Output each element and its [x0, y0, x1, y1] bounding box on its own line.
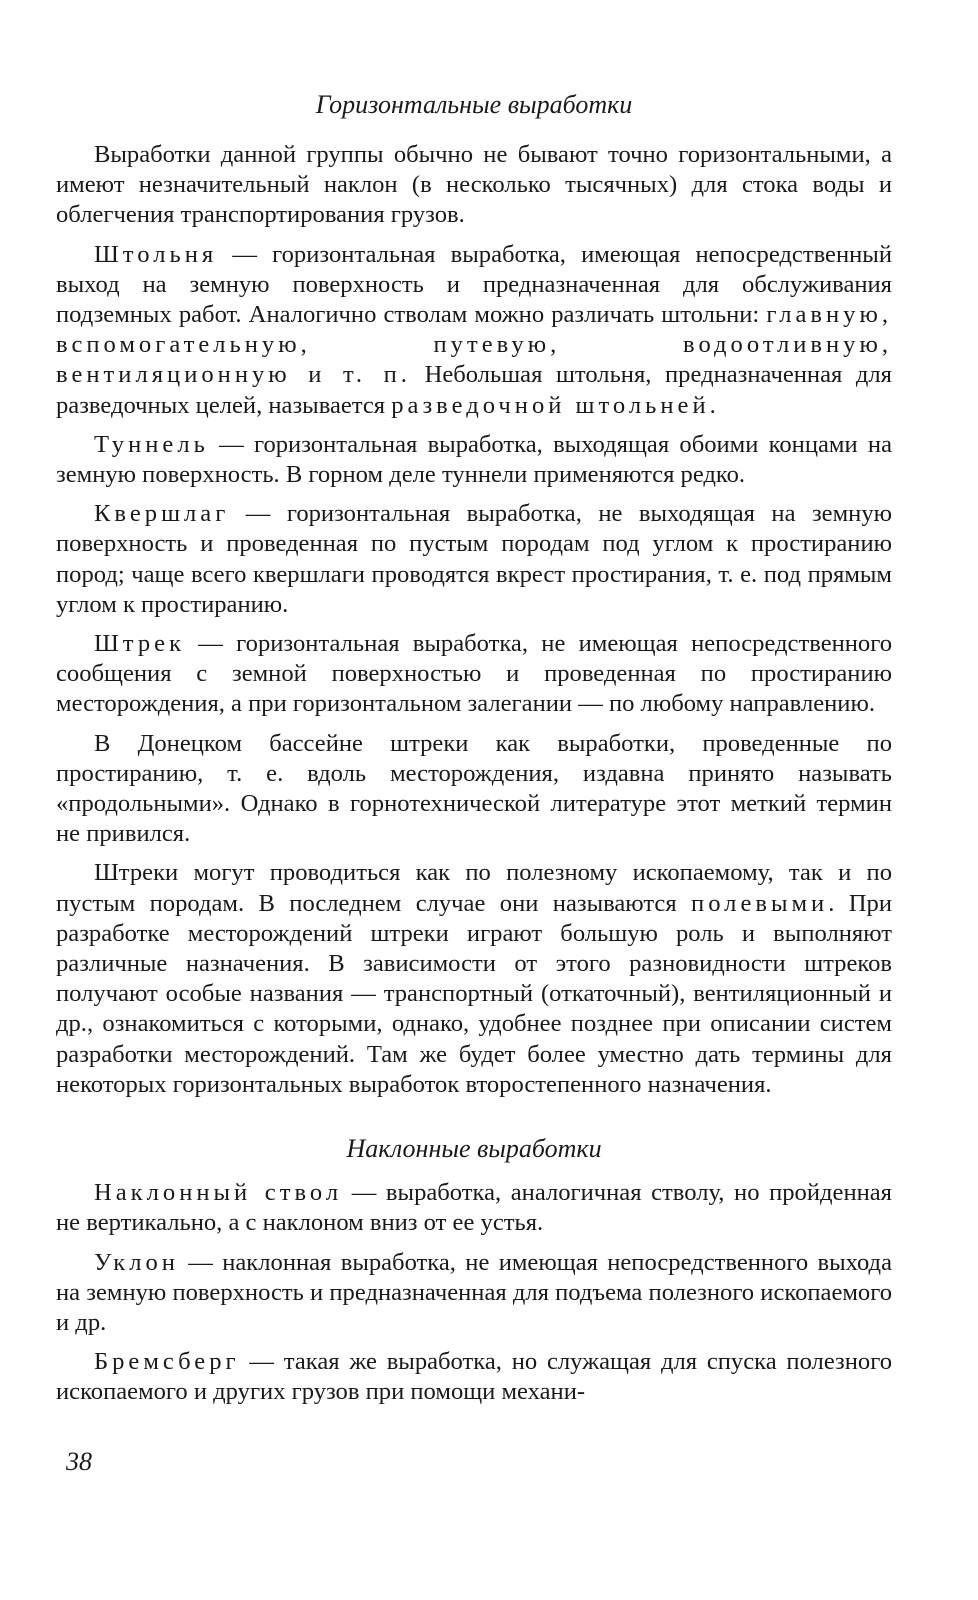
paragraph-text: — такая же выработка, но служащая для спуска полезного ископаемого и других грузов при помощи механи- — [56, 1348, 892, 1406]
paragraph-donetsk — [56, 729, 892, 850]
page-number: 38 — [66, 1447, 92, 1476]
term-shtolnya-types: главную, вспомогательную, путевую, водоотливную, вентиляционную и т. п. — [56, 301, 892, 389]
term-bremsberg: Бремсберг — [94, 1348, 240, 1376]
paragraph-text: Штреки могут проводиться как по полезному ископаемому, так и по пустым породам. В последнем случае они называются — [56, 859, 892, 917]
paragraph-text: — горизонтальная выработка, имеющая непосредственный выход на земную поверхность и предназначенная для обслуживания подземных работ. Аналогично стволам можно различать штольни: — [56, 240, 892, 329]
paragraph-inclined-shaft — [56, 1178, 892, 1238]
section-heading-horizontal: Горизонтальные выработки — [315, 90, 633, 119]
term-shtolnya: Штольня — [94, 240, 218, 268]
paragraph-polevye — [56, 858, 892, 1100]
paragraph-text: — наклонная выработка, не имеющая непосредственного выхода на земную поверхность и предназначенная для подъема полезного ископаемого и др. — [56, 1248, 892, 1336]
paragraph-text: — горизонтальная выработка, выходящая обоими концами на земную поверхность. В горном деле туннели применяются редко. — [56, 430, 892, 489]
paragraph-end: . — [709, 391, 716, 419]
term-polevye: полевыми — [691, 889, 829, 917]
paragraph-intro — [56, 140, 892, 231]
paragraph-bremsberg — [56, 1347, 892, 1407]
term-shtrek: Штрек — [94, 630, 186, 658]
section-heading-inclined: Наклонные выработки — [346, 1134, 602, 1164]
paragraph-text: — горизонтальная выработка, не имеющая непосредственного сообщения с земной поверхностью и проведенная по простиранию месторождения, а при горизонтальном залегании — по любому направлению. — [56, 630, 892, 718]
paragraph-text: — горизонтальная выработка, не выходящая на земную поверхность и проведенная по пустым породам под углом к простиранию пород; чаще всего квершлаги проводятся вкрест простирания, т. е. под прямым углом к простиранию. — [56, 500, 892, 618]
term-razvedochnaya: разведочной штольней — [391, 391, 710, 419]
term-uklon: Уклон — [94, 1248, 179, 1276]
paragraph-tunnel — [56, 430, 892, 490]
paragraph-text: — выработка, аналогичная стволу, но пройденная не вертикально, а с наклоном вниз от ее устья. — [56, 1179, 892, 1237]
paragraph-kvershlag — [56, 499, 892, 620]
paragraph-text: Небольшая штольня, предназначенная для разведочных целей, называется — [56, 361, 892, 419]
paragraph-text: В Донецком бассейне штреки как выработки, проведенные по простиранию, т. е. вдоль месторождения, издавна принято называть «продольными». Однако в горнотехнической литературе этот меткий термин не привился. — [56, 729, 892, 848]
term-inclined-shaft: Наклонный ствол — [94, 1179, 343, 1207]
paragraph-text: . При разработке месторождений штреки играют большую роль и выполняют различные назначения. В зависимости от этого разновидности штреков получают особые названия — транспортный (откаточный), вентиляционный и др., ознакомиться с которыми, однако, удобнее позднее при описании систем разработки месторождений. Там же будет более уместно дать термины для некоторых горизонтальных выработок второстепенного назначения. — [56, 889, 892, 1098]
paragraph-shtolnya — [56, 240, 892, 421]
paragraph-shtrek — [56, 629, 892, 720]
page-body — [56, 88, 892, 1417]
term-tunnel: Туннель — [94, 430, 209, 458]
paragraph-text: Выработки данной группы обычно не бывают точно горизонтальными, а имеют незначительный наклон (в несколько тысячных) для стока воды и облегчения транспортирования грузов. — [56, 141, 892, 229]
term-kvershlag: Квершлаг — [94, 500, 230, 528]
paragraph-uklon — [56, 1248, 892, 1339]
